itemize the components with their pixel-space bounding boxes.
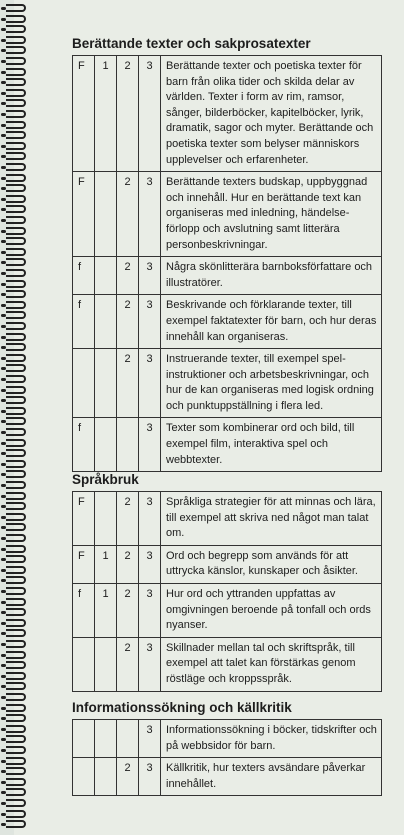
- content-text: Berättande texters budskap, uppbyggnad och innehåll. Hur en berättande text kan organiseras med inledning, händelseförlopp och avslutning samt litterära personbeskrivningar.: [161, 172, 382, 257]
- grade-cell: 2: [117, 349, 139, 418]
- content-text: Informationssökning i böcker, tidskrifter och på webbsidor för barn.: [161, 720, 382, 758]
- spiral-ring: [6, 78, 26, 86]
- content-text: Några skönlitterära barnboksförfattare och illustratörer.: [161, 257, 382, 295]
- spiral-ring: [6, 46, 26, 54]
- spiral-ring: [6, 99, 26, 107]
- spiral-ring: [6, 121, 26, 129]
- grade-cell: 3: [139, 720, 161, 758]
- grade-cell: [73, 758, 95, 796]
- spiral-ring: [6, 163, 26, 171]
- spiral-ring: [6, 439, 26, 447]
- spiral-ring: [6, 364, 26, 372]
- spiral-ring: [6, 651, 26, 659]
- grade-cell: 3: [139, 418, 161, 472]
- spiral-ring: [6, 545, 26, 553]
- spiral-ring: [6, 15, 26, 23]
- grade-cell: f: [73, 583, 95, 637]
- grade-cell: [95, 720, 117, 758]
- table-row: [73, 758, 382, 796]
- grade-cell: 2: [117, 583, 139, 637]
- spiral-ring: [6, 301, 26, 309]
- spiral-ring: [6, 704, 26, 712]
- spiral-ring: [6, 587, 26, 595]
- grade-cell: [95, 295, 117, 349]
- grade-cell: F: [73, 56, 95, 172]
- section-title: Berättande texter och sakprosatexter: [72, 36, 311, 51]
- spiral-ring: [6, 523, 26, 531]
- spiral-ring: [6, 131, 26, 139]
- table-row: [73, 172, 382, 257]
- spiral-ring: [6, 555, 26, 563]
- grade-cell: f: [73, 257, 95, 295]
- table-row: [73, 56, 382, 172]
- spiral-ring: [6, 810, 26, 818]
- spiral-binding: [0, 0, 30, 835]
- grade-cell: F: [73, 545, 95, 583]
- content-text: Instruerande texter, till exempel spelinstruktioner och arbetsbeskrivningar, och hur de kan organiseras med logisk ordning och punktuppställning i flera led.: [161, 349, 382, 418]
- spiral-ring: [6, 311, 26, 319]
- spiral-ring: [6, 767, 26, 775]
- content-table: [72, 55, 382, 472]
- spiral-ring: [6, 735, 26, 743]
- table-row: [73, 295, 382, 349]
- content-text: Ord och begrepp som används för att uttrycka känslor, kunskaper och åsikter.: [161, 545, 382, 583]
- content-text: Berättande texter och poetiska texter för barn från olika tider och skilda delar av världen. Texter i form av rim, ramsor, sånger, bilderböcker, kapitelböcker, lyrik, dramatik, sagor och myter. Berättande och poetiska texter som belyser människors upplevelser och erfarenheter.: [161, 56, 382, 172]
- spiral-ring: [6, 89, 26, 97]
- grade-cell: 2: [117, 492, 139, 546]
- spiral-ring: [6, 269, 26, 277]
- spiral-ring: [6, 237, 26, 245]
- section-title: Informationssökning och källkritik: [72, 700, 292, 715]
- grade-cell: 2: [117, 257, 139, 295]
- spiral-ring: [6, 481, 26, 489]
- content-table: [72, 491, 382, 692]
- table-row: [73, 418, 382, 472]
- spiral-ring: [6, 428, 26, 436]
- grade-cell: 2: [117, 758, 139, 796]
- grade-cell: [95, 349, 117, 418]
- spiral-ring: [6, 449, 26, 457]
- grade-cell: [95, 492, 117, 546]
- grade-cell: [73, 720, 95, 758]
- table-row: [73, 720, 382, 758]
- grade-cell: 3: [139, 583, 161, 637]
- grade-cell: F: [73, 492, 95, 546]
- spiral-ring: [6, 386, 26, 394]
- spiral-ring: [6, 343, 26, 351]
- spiral-ring: [6, 375, 26, 383]
- grade-cell: 3: [139, 257, 161, 295]
- spiral-ring: [6, 566, 26, 574]
- grade-cell: [117, 418, 139, 472]
- grade-cell: [95, 758, 117, 796]
- grade-cell: 2: [117, 545, 139, 583]
- spiral-ring: [6, 576, 26, 584]
- table-row: [73, 349, 382, 418]
- spiral-ring: [6, 714, 26, 722]
- content-text: Texter som kombinerar ord och bild, till exempel film, interaktiva spel och webbtexter.: [161, 418, 382, 472]
- table-row: [73, 637, 382, 691]
- spiral-ring: [6, 799, 26, 807]
- table-row: [73, 257, 382, 295]
- spiral-ring: [6, 513, 26, 521]
- spiral-ring: [6, 820, 26, 828]
- spiral-ring: [6, 502, 26, 510]
- spiral-ring: [6, 608, 26, 616]
- grade-cell: [95, 637, 117, 691]
- spiral-ring: [6, 68, 26, 76]
- table-row: [73, 545, 382, 583]
- spiral-ring: [6, 110, 26, 118]
- spiral-ring: [6, 534, 26, 542]
- grade-cell: 3: [139, 545, 161, 583]
- grade-cell: [117, 720, 139, 758]
- spiral-ring: [6, 322, 26, 330]
- spiral-ring: [6, 280, 26, 288]
- spiral-ring: [6, 682, 26, 690]
- spiral-ring: [6, 216, 26, 224]
- spiral-ring: [6, 788, 26, 796]
- spiral-ring: [6, 725, 26, 733]
- section-title: Språkbruk: [72, 472, 139, 487]
- spiral-ring: [6, 57, 26, 65]
- spiral-ring: [6, 227, 26, 235]
- spiral-ring: [6, 629, 26, 637]
- grade-cell: 3: [139, 492, 161, 546]
- content-text: Språkliga strategier för att minnas och lära, till exempel att skriva ned något man talat om.: [161, 492, 382, 546]
- grade-cell: [95, 172, 117, 257]
- spiral-ring: [6, 598, 26, 606]
- spiral-ring: [6, 417, 26, 425]
- grade-cell: 1: [95, 583, 117, 637]
- spiral-ring: [6, 757, 26, 765]
- spiral-ring: [6, 640, 26, 648]
- spiral-ring: [6, 184, 26, 192]
- content-text: Beskrivande och förklarande texter, till exempel faktatexter för barn, och hur deras innehåll kan organiseras.: [161, 295, 382, 349]
- spiral-ring: [6, 290, 26, 298]
- content-text: Källkritik, hur texters avsändare påverkar innehållet.: [161, 758, 382, 796]
- grade-cell: 3: [139, 349, 161, 418]
- section-language-use: [72, 472, 382, 692]
- spiral-ring: [6, 492, 26, 500]
- spiral-ring: [6, 205, 26, 213]
- grade-cell: f: [73, 418, 95, 472]
- spiral-ring: [6, 746, 26, 754]
- spiral-ring: [6, 142, 26, 150]
- spiral-ring: [6, 619, 26, 627]
- grade-cell: [95, 257, 117, 295]
- spiral-ring: [6, 36, 26, 44]
- spiral-ring: [6, 174, 26, 182]
- section-information-retrieval: [72, 700, 382, 796]
- grade-cell: F: [73, 172, 95, 257]
- spiral-ring: [6, 778, 26, 786]
- grade-cell: 3: [139, 56, 161, 172]
- content-table: [72, 719, 382, 796]
- grade-cell: 2: [117, 56, 139, 172]
- grade-cell: 1: [95, 545, 117, 583]
- grade-cell: [73, 637, 95, 691]
- spiral-ring: [6, 152, 26, 160]
- grade-cell: [95, 418, 117, 472]
- grade-cell: 3: [139, 295, 161, 349]
- grade-cell: 3: [139, 758, 161, 796]
- spiral-ring: [6, 470, 26, 478]
- grade-cell: [73, 349, 95, 418]
- spiral-ring: [6, 248, 26, 256]
- table-row: [73, 583, 382, 637]
- grade-cell: 1: [95, 56, 117, 172]
- spiral-ring: [6, 672, 26, 680]
- spiral-ring: [6, 460, 26, 468]
- spiral-ring: [6, 407, 26, 415]
- grade-cell: 2: [117, 172, 139, 257]
- grade-cell: 3: [139, 637, 161, 691]
- spiral-ring: [6, 693, 26, 701]
- spiral-ring: [6, 258, 26, 266]
- spiral-ring: [6, 195, 26, 203]
- spiral-ring: [6, 661, 26, 669]
- content-text: Hur ord och yttranden uppfattas av omgivningen beroende på tonfall och ords nyanser.: [161, 583, 382, 637]
- grade-cell: 2: [117, 295, 139, 349]
- grade-cell: 3: [139, 172, 161, 257]
- spiral-ring: [6, 333, 26, 341]
- grade-cell: 2: [117, 637, 139, 691]
- spiral-ring: [6, 396, 26, 404]
- spiral-ring: [6, 354, 26, 362]
- section-narrative-texts: [72, 36, 382, 472]
- table-row: [73, 492, 382, 546]
- grade-cell: f: [73, 295, 95, 349]
- spiral-ring: [6, 4, 26, 12]
- spiral-ring: [6, 25, 26, 33]
- content-text: Skillnader mellan tal och skriftspråk, till exempel att talet kan förstärkas genom röstläge och kroppsspråk.: [161, 637, 382, 691]
